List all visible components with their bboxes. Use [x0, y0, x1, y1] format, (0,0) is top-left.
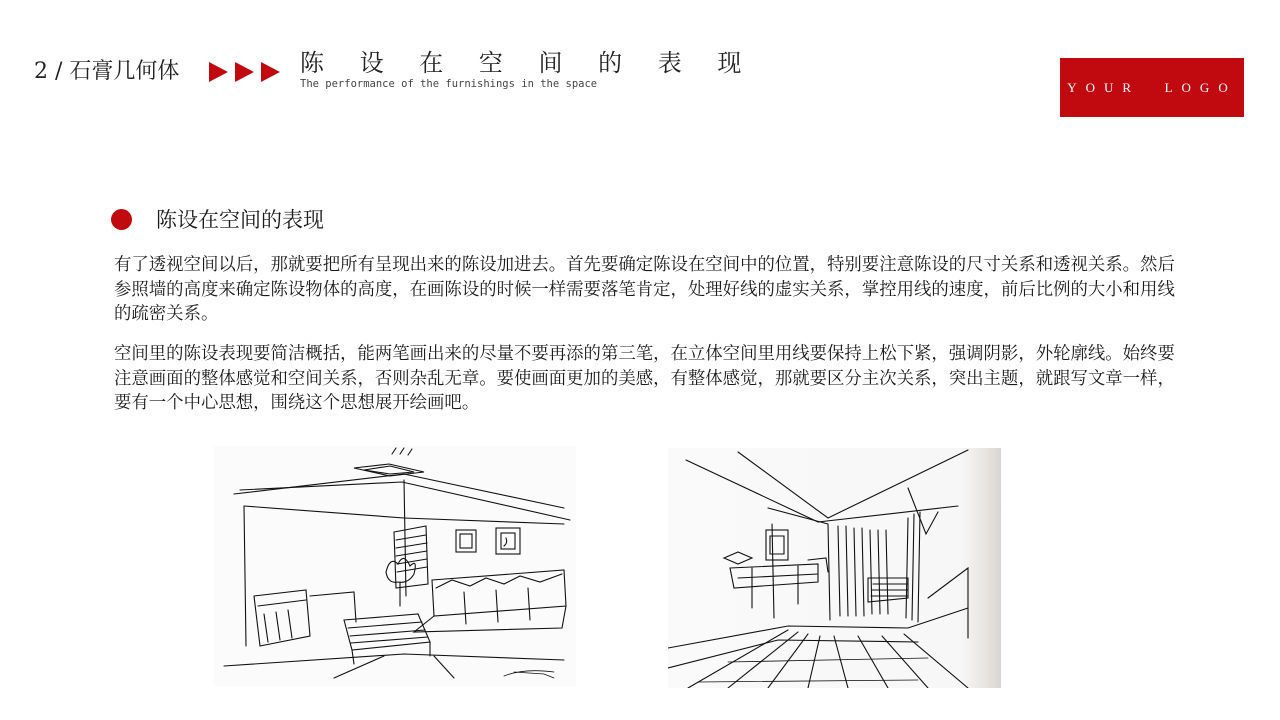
title-block: [300, 49, 755, 90]
logo-button[interactable]: YOUR LOGO: [1060, 58, 1244, 117]
page-subtitle: The performance of the furnishings in the space: [300, 78, 598, 90]
triple-arrow-icon: [209, 61, 281, 83]
chapter-label: 2 / 石膏几何体: [34, 59, 180, 84]
living-room-sketch-image: [214, 446, 576, 686]
paragraph-2: 空间里的陈设表现要简洁概括，能两笔画出来的尽量不要再添的第三笔，在立体空间里用线要保持上松下紧，强调阴影，外轮廓线。始终要注意画面的整体感觉和空间关系，否则杂乱无章。要使画面更加的美感，有整体感觉，那就要区分主次关系，突出主题，就跟写文章一样，要有一个中心思想，围绕这个思想展开绘画吧。: [114, 344, 1175, 413]
page-title: 陈 设 在 空 间 的 表 现: [300, 49, 756, 77]
red-bullet-icon: [111, 209, 132, 230]
paragraph-1: 有了透视空间以后，那就要把所有呈现出来的陈设加进去。首先要确定陈设在空间中的位置，特别要注意陈设的尺寸关系和透视关系。然后参照墙的高度来确定陈设物体的高度，在画陈设的时候一样需要落笔肯定，处理好线的虚实关系，掌控用线的速度，前后比例的大小和用线的疏密关系。: [114, 255, 1175, 324]
section-heading: 陈设在空间的表现: [156, 208, 324, 232]
room-corner-sketch-image: [668, 448, 1001, 688]
